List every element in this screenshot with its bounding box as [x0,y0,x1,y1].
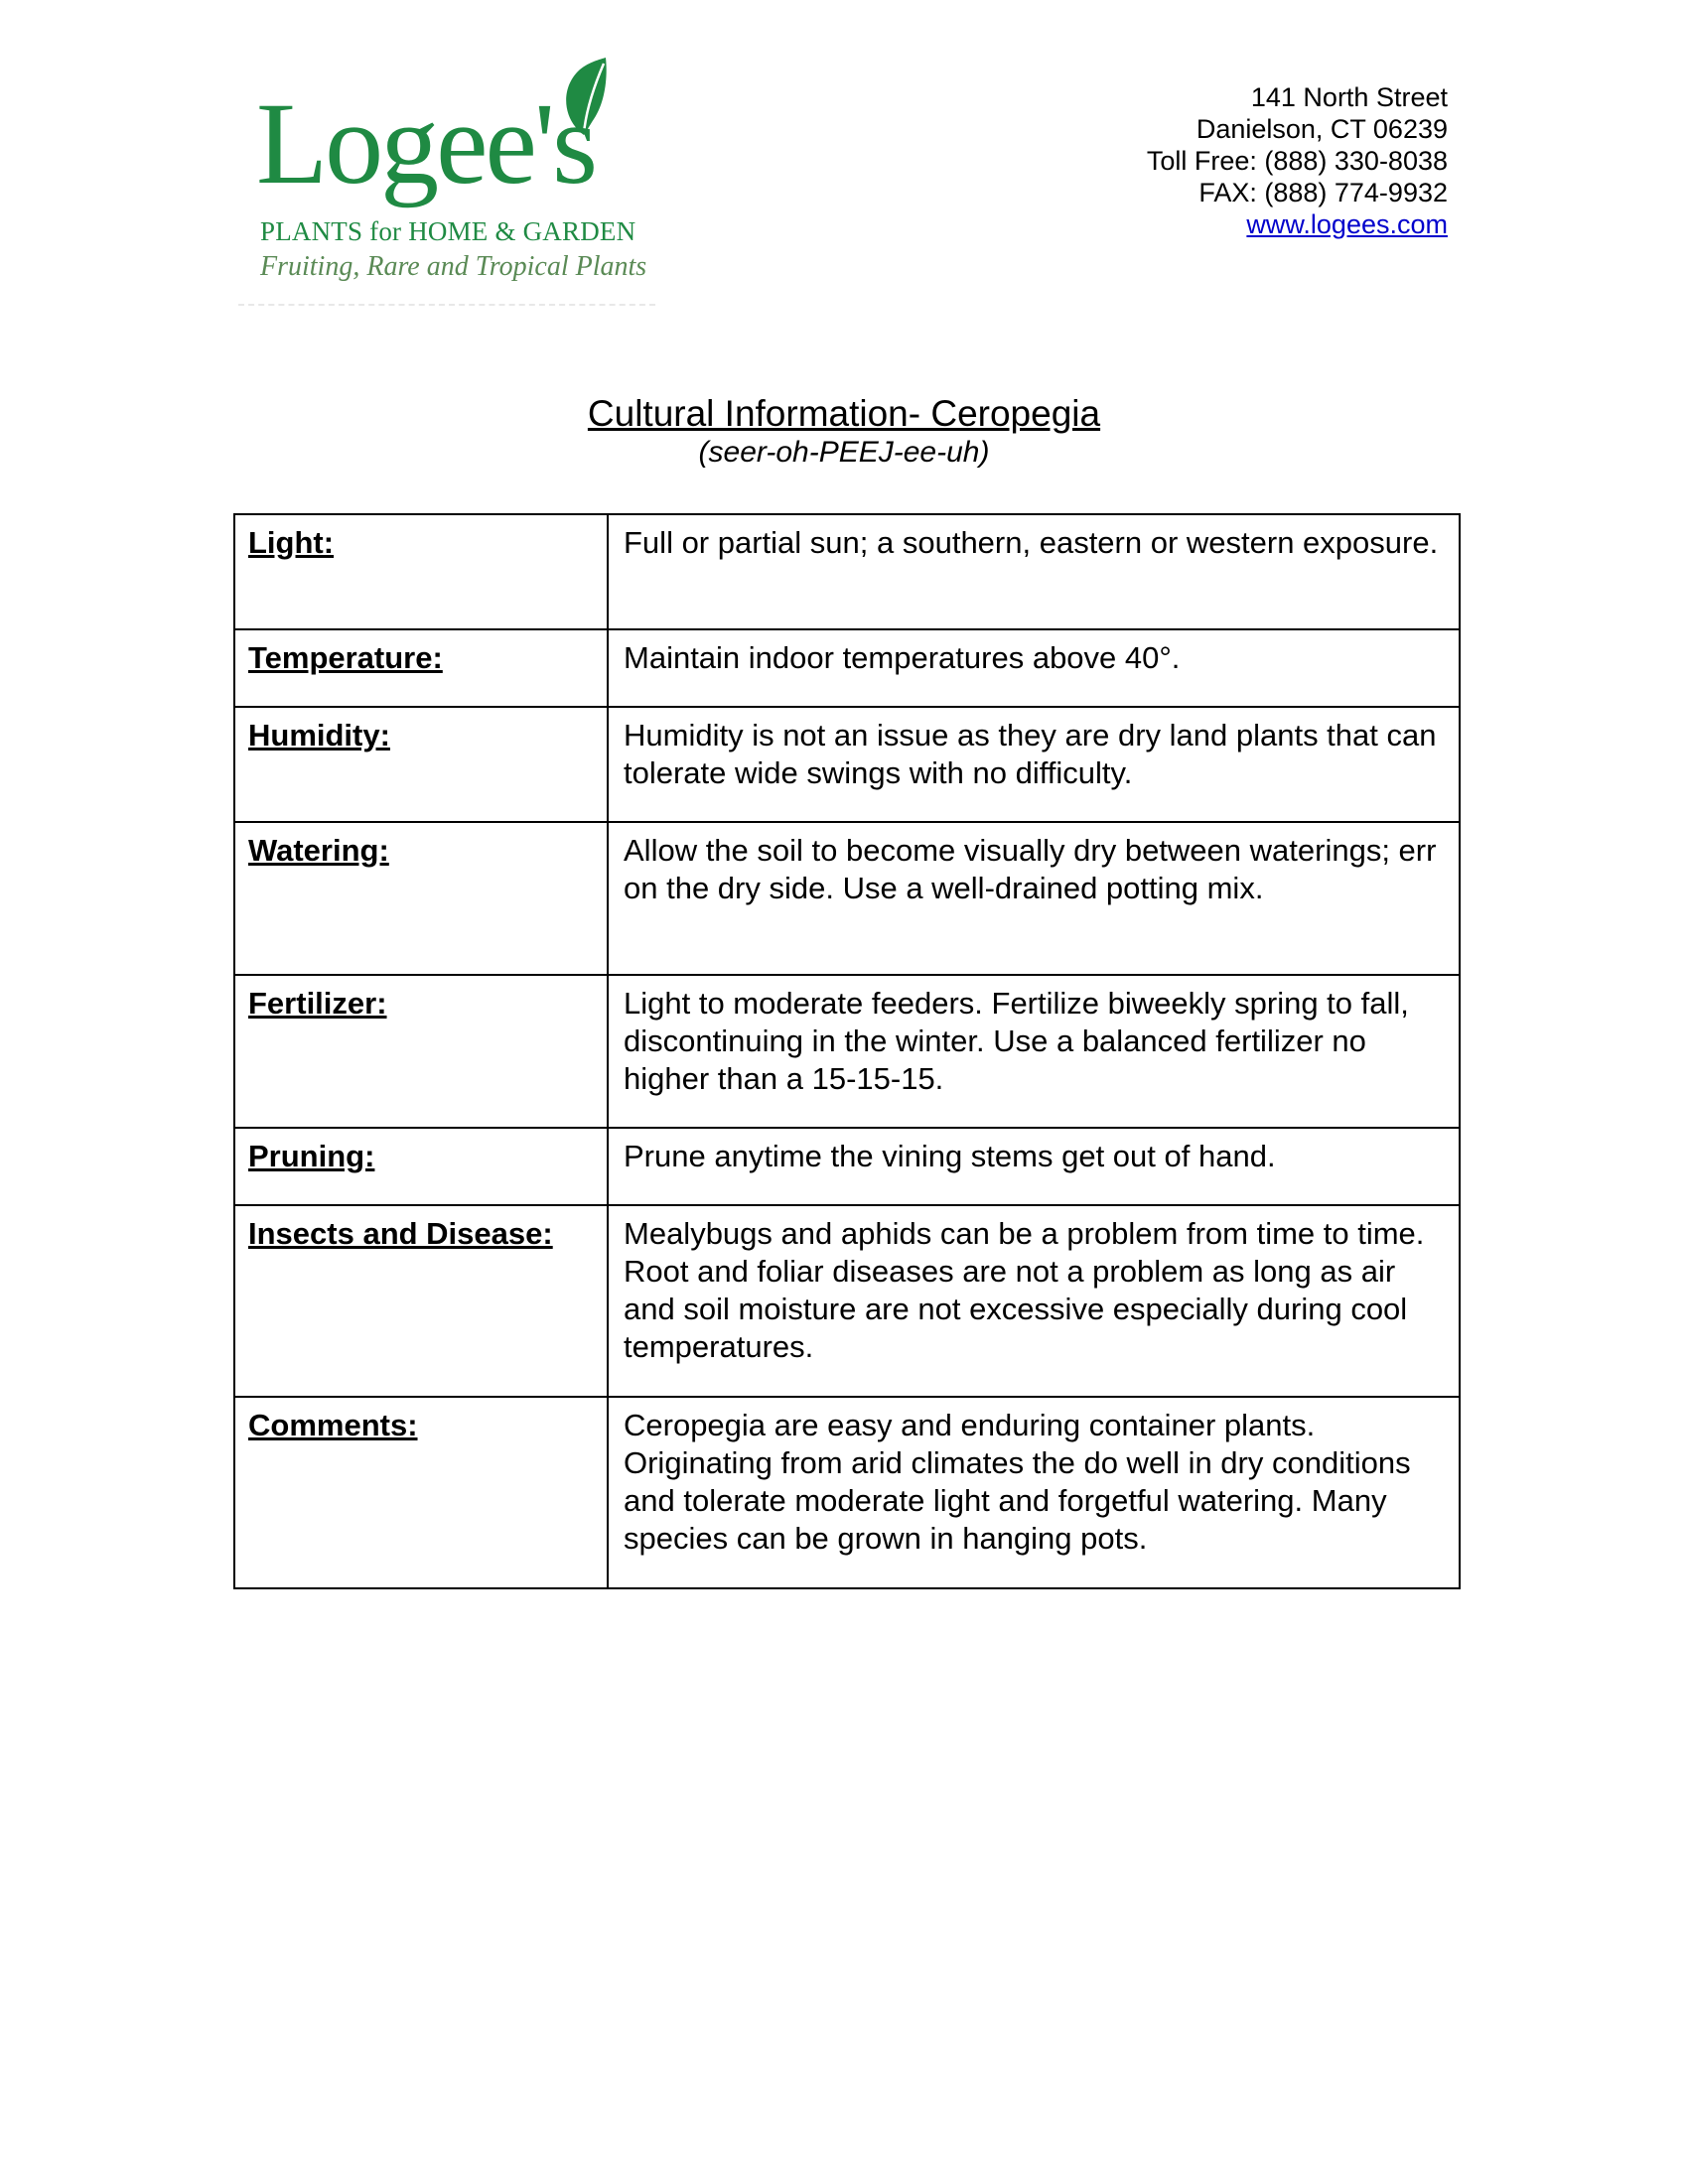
logo-subtagline: Fruiting, Rare and Tropical Plants [260,251,647,282]
row-text: Humidity is not an issue as they are dry land plants that can tolerate wide swings with no difficulty. [608,707,1460,822]
address-city: Danielson, CT 06239 [1196,114,1448,144]
address-fax: FAX: (888) 774-9932 [1198,178,1448,207]
row-label: Watering: [234,822,608,975]
table-row [234,629,1460,707]
row-label: Humidity: [234,707,608,822]
row-text: Light to moderate feeders. Fertilize biweekly spring to fall, discontinuing in the winter. Use a balanced fertilizer no higher than a 15-15-15. [608,975,1460,1128]
address-street: 141 North Street [1250,82,1448,112]
table-row [234,1397,1460,1588]
row-label: Comments: [234,1397,608,1588]
page-title: Cultural Information- Ceropegia [587,393,1101,434]
care-table [233,513,1461,1589]
row-text: Ceropegia are easy and enduring container plants. Originating from arid climates the do well in dry conditions and tolerate moderate light and forgetful watering. Many species can be grown in hanging pots. [608,1397,1460,1588]
row-label: Pruning: [234,1128,608,1205]
pronunciation: (seer-oh-PEEJ-ee-uh) [698,436,990,469]
logo-wordmark: Logee's [256,78,596,208]
row-text: Mealybugs and aphids can be a problem from time to time. Root and foliar diseases are not a problem as long as air and soil moisture are not excessive especially during cool temperatures. [608,1205,1460,1397]
address-block [1147,81,1448,240]
row-text: Full or partial sun; a southern, eastern or western exposure. [608,514,1460,629]
row-text: Allow the soil to become visually dry between waterings; err on the dry side. Use a well-drained potting mix. [608,822,1460,975]
row-label: Temperature: [234,629,608,707]
logo-tagline: PLANTS for HOME & GARDEN [260,216,636,246]
table-row [234,1205,1460,1397]
table-row [234,1128,1460,1205]
row-label: Light: [234,514,608,629]
table-row [234,975,1460,1128]
website-link[interactable]: www.logees.com [1246,209,1448,239]
row-label: Fertilizer: [234,975,608,1128]
logo [238,58,655,311]
table-row [234,707,1460,822]
row-text: Maintain indoor temperatures above 40°. [608,629,1460,707]
address-toll-free: Toll Free: (888) 330-8038 [1146,146,1448,176]
row-text: Prune anytime the vining stems get out of hand. [608,1128,1460,1205]
table-row [234,514,1460,629]
table-row [234,822,1460,975]
row-label: Insects and Disease: [234,1205,608,1397]
logo-divider [238,304,655,306]
